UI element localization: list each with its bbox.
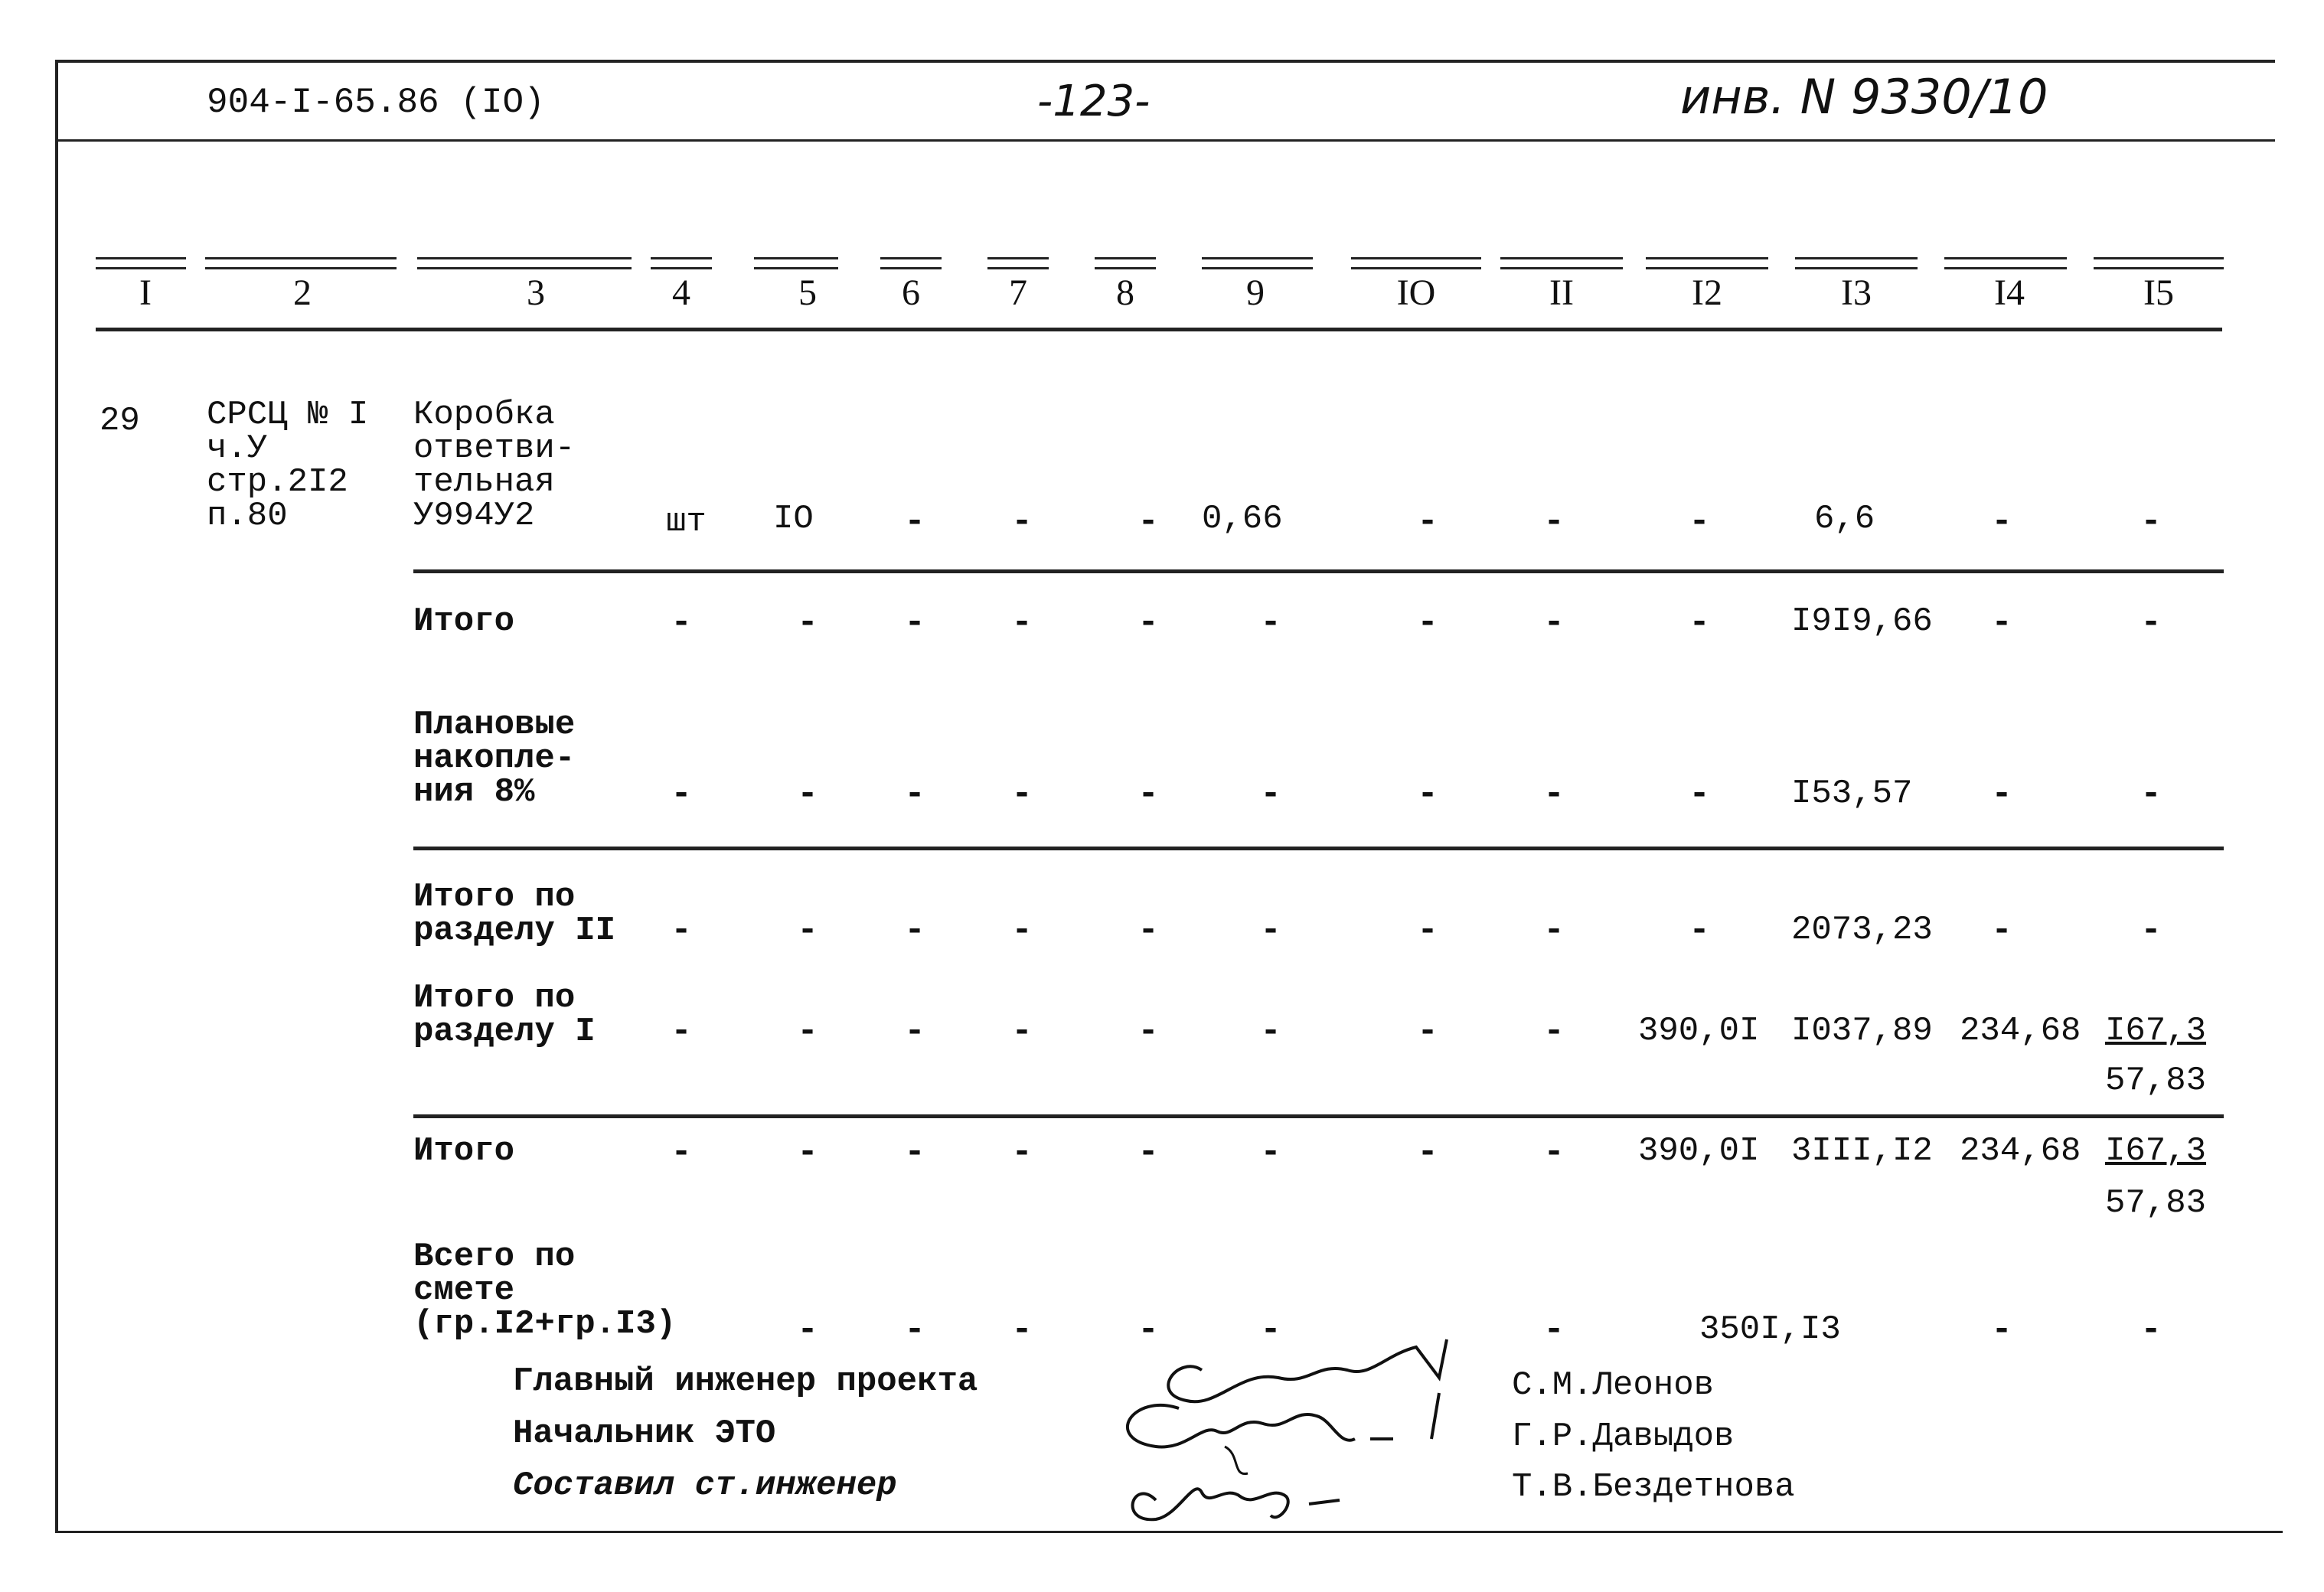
row-number: 29 xyxy=(100,402,140,440)
vsego-label: Всего по смете (гр.I2+гр.I3) xyxy=(413,1238,677,1343)
dash: - xyxy=(2140,775,2162,814)
signature-role-3: Составил ст.инженер xyxy=(513,1466,897,1505)
dash: - xyxy=(671,1012,692,1052)
signature-name-1: С.М.Леонов xyxy=(1512,1366,1715,1404)
dash: - xyxy=(797,1310,818,1350)
vsego-value: 350I,I3 xyxy=(1699,1310,1841,1349)
dash: - xyxy=(904,911,925,951)
dash: - xyxy=(1417,502,1438,542)
dash: - xyxy=(904,1310,925,1350)
col-header-line xyxy=(651,257,712,269)
dash: - xyxy=(1543,775,1565,814)
row-col9: 0,66 xyxy=(1202,500,1283,538)
dash: - xyxy=(1138,1012,1159,1052)
col-header-line xyxy=(96,257,186,269)
col-num-9: 9 xyxy=(1246,272,1265,313)
itogo-label: Итого xyxy=(413,602,515,641)
col-header-line xyxy=(205,257,397,269)
dash: - xyxy=(1260,775,1281,814)
dash: - xyxy=(2140,911,2162,951)
dash: - xyxy=(1543,911,1565,951)
dash: - xyxy=(671,603,692,643)
dash: - xyxy=(1011,502,1033,542)
row-unit: шт xyxy=(666,503,707,541)
row-quantity: IO xyxy=(773,500,814,538)
frame-top-border xyxy=(55,60,2275,63)
dash: - xyxy=(904,1133,925,1173)
dash: - xyxy=(1417,775,1438,814)
dash: - xyxy=(1011,911,1033,951)
dash: - xyxy=(1991,603,2012,643)
col-num-10: IO xyxy=(1396,272,1436,313)
row-reference: СРСЦ № I ч.У стр.2I2 п.80 xyxy=(207,396,369,535)
dash: - xyxy=(797,1133,818,1173)
dash: - xyxy=(1991,1310,2012,1350)
dash: - xyxy=(1543,1133,1565,1173)
dash: - xyxy=(1689,911,1710,951)
dash: - xyxy=(1260,1310,1281,1350)
dash: - xyxy=(1689,775,1710,814)
handwritten-signatures-image xyxy=(1087,1324,1485,1538)
col-num-6: 6 xyxy=(902,272,920,313)
dash: - xyxy=(1138,502,1159,542)
col-num-15: I5 xyxy=(2143,272,2174,313)
dash: - xyxy=(1011,775,1033,814)
col-num-8: 8 xyxy=(1116,272,1134,313)
dash: - xyxy=(1689,603,1710,643)
dash: - xyxy=(1260,1012,1281,1052)
dash: - xyxy=(1138,775,1159,814)
dash: - xyxy=(1011,1133,1033,1173)
dash: - xyxy=(2140,1310,2162,1350)
itogo2-label: Итого xyxy=(413,1132,515,1170)
row-rule xyxy=(413,1114,2224,1118)
dash: - xyxy=(1543,1310,1565,1350)
dash: - xyxy=(1138,1133,1159,1173)
dash: - xyxy=(671,1133,692,1173)
itogo2-col15-numerator: I67,3 xyxy=(2105,1132,2207,1170)
col-header-line xyxy=(987,257,1049,269)
dash: - xyxy=(904,502,925,542)
dash: - xyxy=(1543,603,1565,643)
signature-name-2: Г.Р.Давыдов xyxy=(1512,1417,1735,1456)
col-num-2: 2 xyxy=(293,272,312,313)
dash: - xyxy=(1543,502,1565,542)
razdel1-col15-denominator: 57,83 xyxy=(2105,1062,2207,1100)
razdel1-col15-numerator: I67,3 xyxy=(2105,1012,2207,1050)
dash: - xyxy=(1011,603,1033,643)
col-num-11: II xyxy=(1549,272,1574,313)
itogo-col13: I9I9,66 xyxy=(1791,602,1933,641)
page-number: -123- xyxy=(1037,77,1151,126)
col-header-line xyxy=(1944,257,2067,269)
dash: - xyxy=(2140,502,2162,542)
col-num-3: 3 xyxy=(527,272,545,313)
col-num-14: I4 xyxy=(1994,272,2025,313)
dash: - xyxy=(2140,603,2162,643)
col-num-1: I xyxy=(139,272,152,313)
dash: - xyxy=(797,775,818,814)
itogo2-col12: 390,0I xyxy=(1638,1132,1760,1170)
col-num-5: 5 xyxy=(798,272,817,313)
razdel2-label: Итого по разделу II xyxy=(413,878,616,950)
dash: - xyxy=(1543,1012,1565,1052)
row-col13: 6,6 xyxy=(1814,500,1875,538)
dash: - xyxy=(1417,1133,1438,1173)
row-item-name: Коробка ответви- тельная У994У2 xyxy=(413,396,576,535)
dash: - xyxy=(797,911,818,951)
dash: - xyxy=(1011,1310,1033,1350)
col-num-4: 4 xyxy=(672,272,690,313)
dash: - xyxy=(1991,775,2012,814)
dash: - xyxy=(1417,1012,1438,1052)
dash: - xyxy=(671,911,692,951)
dash: - xyxy=(1138,603,1159,643)
dash: - xyxy=(1260,911,1281,951)
dash: - xyxy=(1991,911,2012,951)
col-header-line xyxy=(417,257,632,269)
dash: - xyxy=(904,603,925,643)
dash: - xyxy=(1138,911,1159,951)
doc-code: 904-I-65.86 (IO) xyxy=(207,83,545,122)
dash: - xyxy=(1260,603,1281,643)
dash: - xyxy=(1991,502,2012,542)
razdel2-col13: 2073,23 xyxy=(1791,911,1933,949)
dash: - xyxy=(1011,1012,1033,1052)
inventory-number: инв. N 9330/10 xyxy=(1680,69,2048,125)
dash: - xyxy=(797,1012,818,1052)
dash: - xyxy=(1417,603,1438,643)
signature-role-1: Главный инженер проекта xyxy=(513,1362,978,1401)
row-rule xyxy=(413,569,2224,573)
row-rule xyxy=(413,847,2224,850)
dash: - xyxy=(797,603,818,643)
col-header-line xyxy=(1795,257,1918,269)
razdel1-col12: 390,0I xyxy=(1638,1012,1760,1050)
plan-col13: I53,57 xyxy=(1791,775,1913,813)
col-header-line xyxy=(754,257,838,269)
dash: - xyxy=(904,775,925,814)
dash: - xyxy=(1138,1310,1159,1350)
col-header-line xyxy=(1500,257,1623,269)
dash: - xyxy=(671,775,692,814)
col-header-line xyxy=(1095,257,1156,269)
dash: - xyxy=(1417,911,1438,951)
signature-role-2: Начальник ЭТО xyxy=(513,1414,776,1453)
dash: - xyxy=(904,1012,925,1052)
header-bottom-rule xyxy=(96,328,2222,331)
frame-left-border xyxy=(55,60,58,1531)
signature-name-3: Т.В.Бездетнова xyxy=(1512,1468,1795,1506)
plan-label: Плановые накопле- ния 8% xyxy=(413,706,576,811)
header-divider xyxy=(55,139,2275,142)
col-header-line xyxy=(2094,257,2224,269)
dash: - xyxy=(1689,502,1710,542)
col-num-12: I2 xyxy=(1692,272,1722,313)
col-header-line xyxy=(1646,257,1768,269)
razdel1-label: Итого по разделу I xyxy=(413,979,596,1051)
razdel1-col13: I037,89 xyxy=(1791,1012,1933,1050)
col-num-7: 7 xyxy=(1009,272,1027,313)
itogo2-col14: 234,68 xyxy=(1960,1132,2081,1170)
itogo2-col15-denominator: 57,83 xyxy=(2105,1184,2207,1222)
col-header-line xyxy=(880,257,942,269)
razdel1-col14: 234,68 xyxy=(1960,1012,2081,1050)
itogo2-col13: 3III,I2 xyxy=(1791,1132,1933,1170)
col-header-line xyxy=(1202,257,1313,269)
dash: - xyxy=(1260,1133,1281,1173)
col-header-line xyxy=(1351,257,1481,269)
col-num-13: I3 xyxy=(1841,272,1872,313)
